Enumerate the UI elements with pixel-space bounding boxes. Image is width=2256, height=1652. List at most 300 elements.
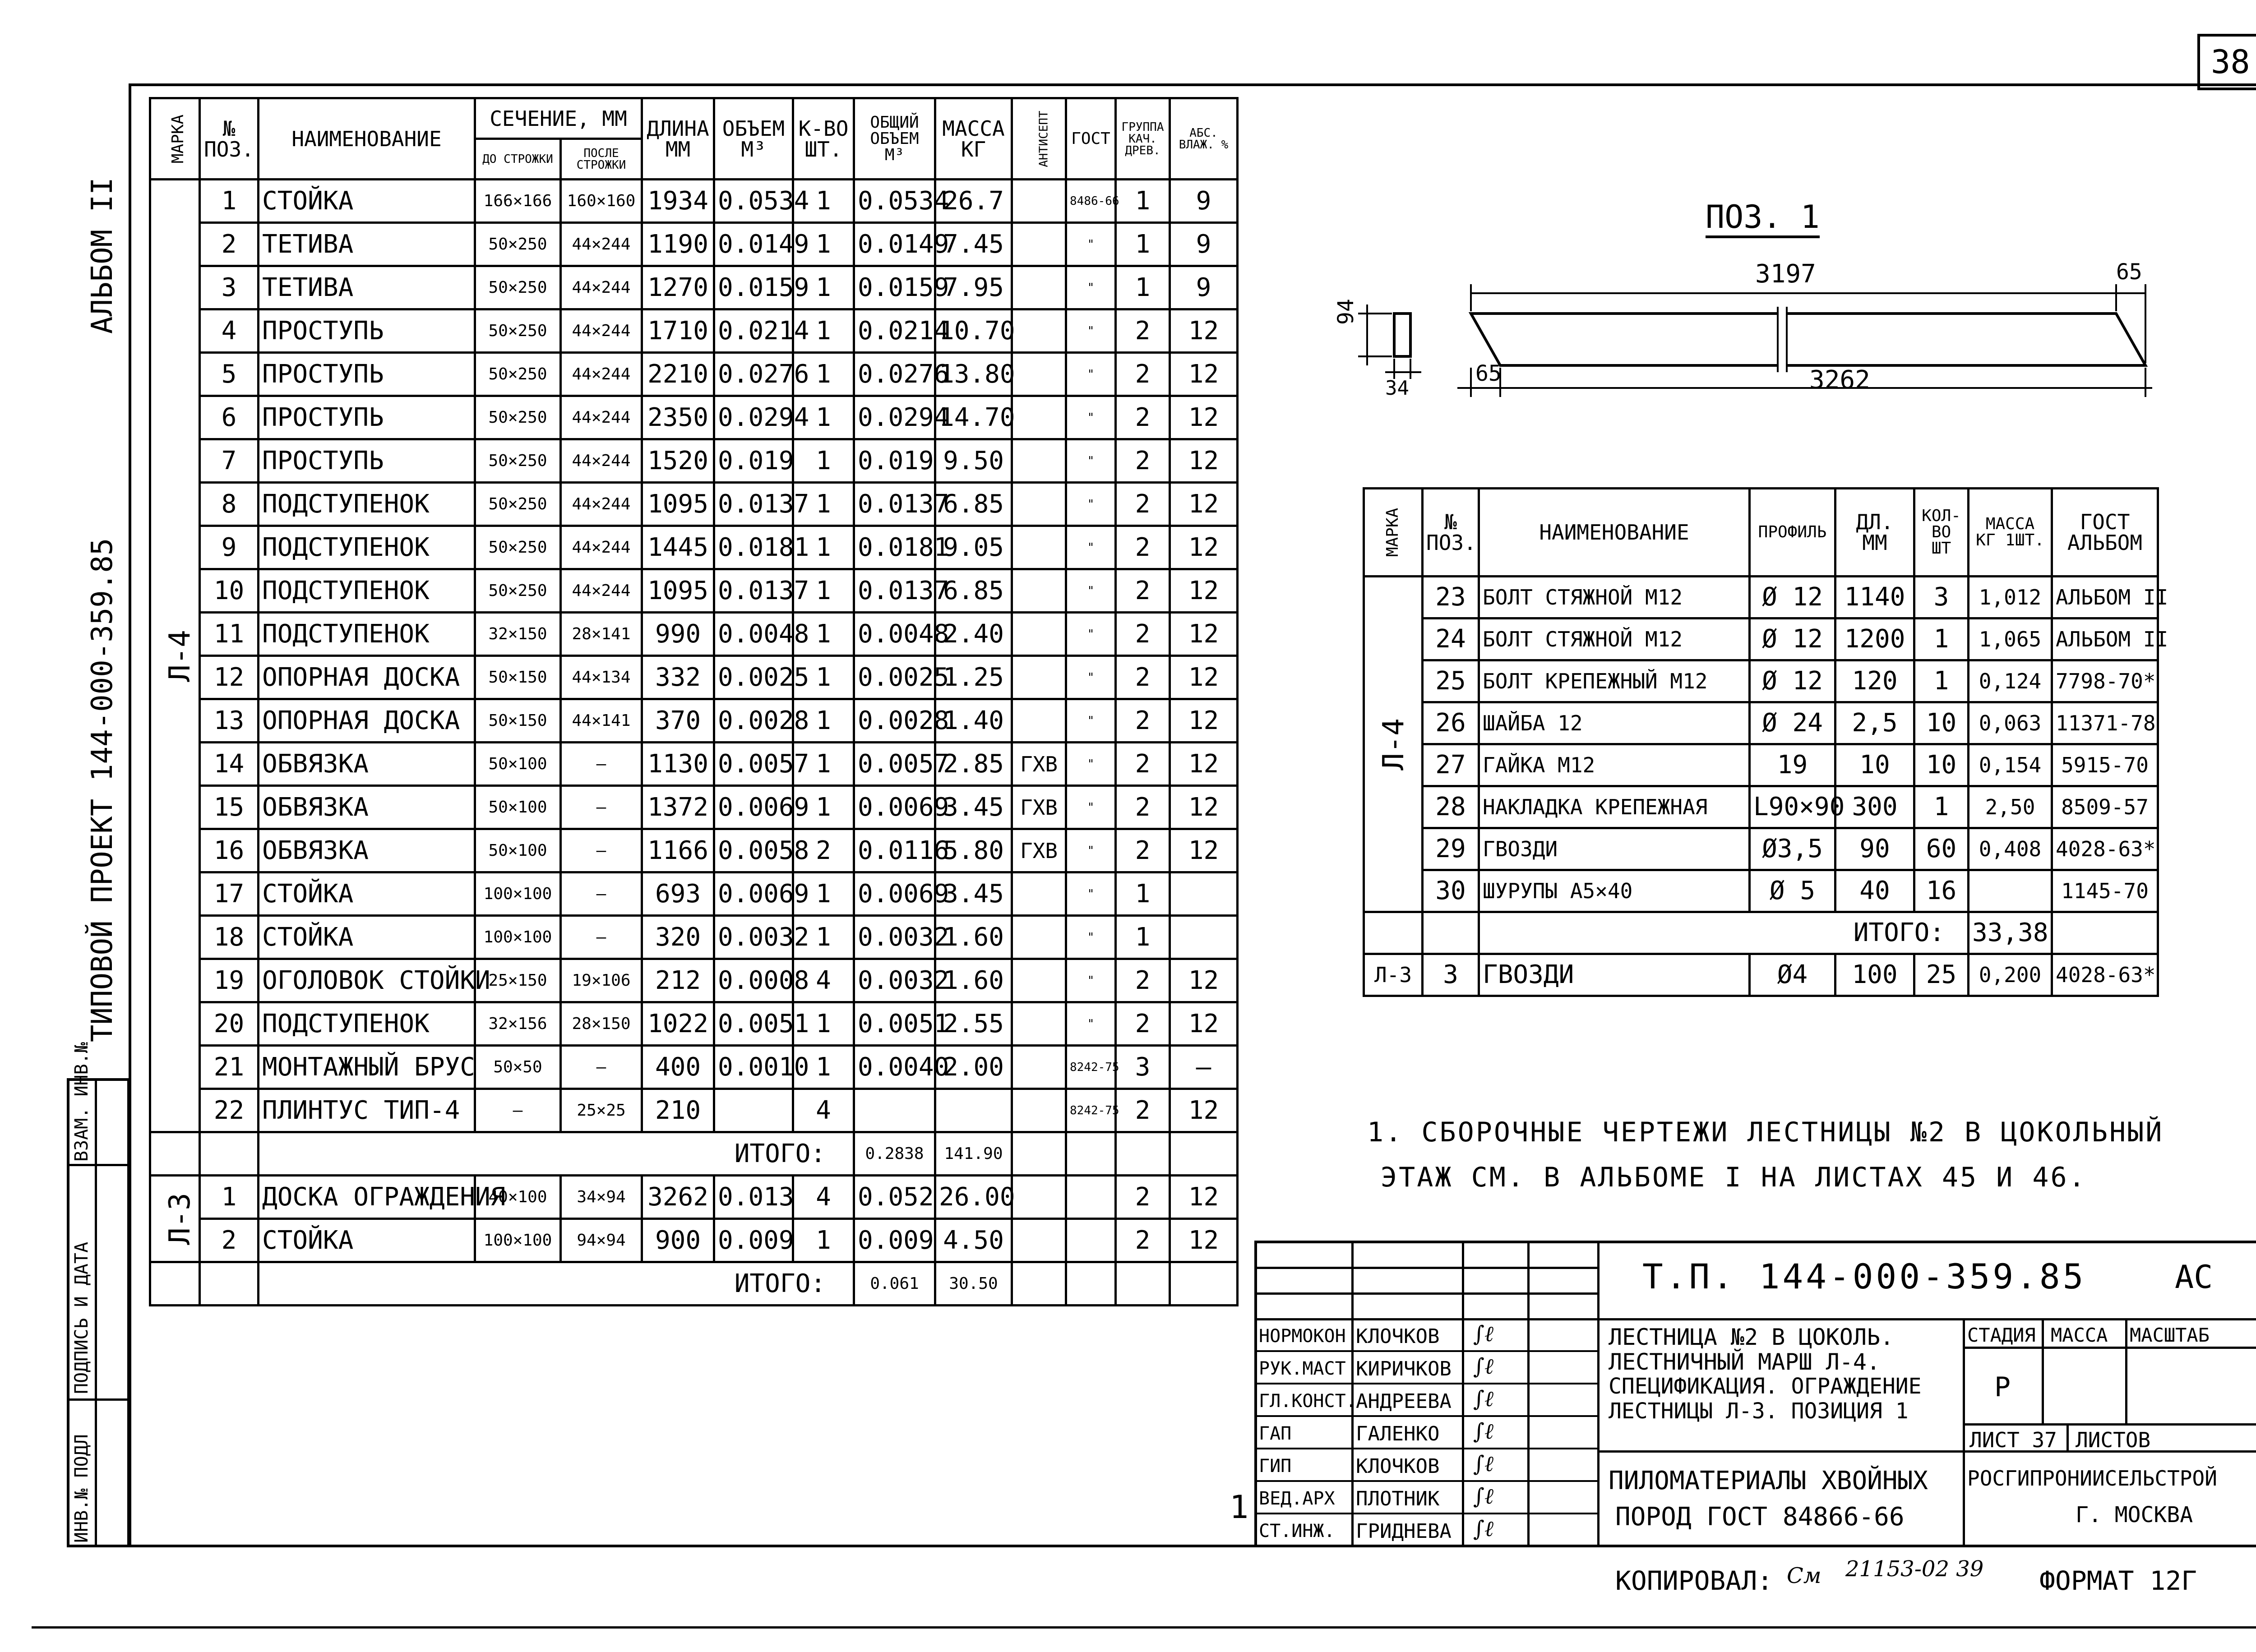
cell-grp: 2 — [1116, 483, 1170, 526]
cell-anti: ГХВ — [1012, 829, 1066, 872]
tb-vline-8 — [2066, 1423, 2069, 1451]
cell-moist — [1170, 916, 1238, 959]
cell-anti — [1012, 353, 1066, 396]
cell-name: МОНТАЖНЫЙ БРУС — [259, 1046, 475, 1089]
rt-cell-pos: 28 — [1423, 786, 1479, 828]
rt-cell-len: 1200 — [1835, 618, 1914, 660]
subtotal2-total-volume: 0.061 — [854, 1262, 935, 1306]
rt-row-mass: 0,200 — [1969, 954, 2052, 996]
cell-grp: 2 — [1116, 699, 1170, 743]
cell-pos: 17 — [200, 872, 259, 916]
cell-mass: 26.00 — [935, 1176, 1012, 1219]
cell-qty: 1 — [793, 1046, 854, 1089]
cell-before: 50×100 — [475, 743, 561, 786]
rt-marka-cell: Л-4 — [1364, 577, 1423, 912]
table-row — [1364, 870, 2158, 912]
cell-moist: 12 — [1170, 959, 1238, 1002]
cell-qty: 1 — [793, 439, 854, 483]
cell-len: 1372 — [642, 786, 714, 829]
hdr-total-volume: ОБЩИЙ ОБЪЕМ М³ — [854, 98, 935, 180]
cell-pos: 12 — [200, 656, 259, 699]
cell-grp: 2 — [1116, 396, 1170, 439]
footer-copied: КОПИРОВАЛ: — [1615, 1565, 1773, 1596]
cell-qty: 1 — [793, 309, 854, 353]
cell-len: 693 — [642, 872, 714, 916]
cell-pos: 22 — [200, 1089, 259, 1132]
cell-grp: 1 — [1116, 180, 1170, 223]
cell-vol: 0.0137 — [714, 483, 793, 526]
cell-after: 44×244 — [561, 483, 642, 526]
cell-vol: 0.0008 — [714, 959, 793, 1002]
cell-gost: " — [1066, 872, 1116, 916]
cell-qty: 1 — [793, 743, 854, 786]
cell-qty: 1 — [793, 526, 854, 569]
cell-moist: 12 — [1170, 569, 1238, 613]
hdr-name: НАИМЕНОВАНИЕ — [259, 98, 475, 180]
cell-tvol: 0.0181 — [854, 526, 935, 569]
rt-cell-len: 10 — [1835, 744, 1914, 786]
subtotal2-label: ИТОГО: — [259, 1262, 854, 1306]
signature: ∫ℓ — [1473, 1386, 1493, 1412]
table-row — [150, 829, 1238, 872]
cell-after: 44×244 — [561, 309, 642, 353]
cell-len: 332 — [642, 656, 714, 699]
rt-cell-qty: 10 — [1914, 744, 1969, 786]
rt-cell-pos: 25 — [1423, 660, 1479, 702]
cell-len: 1022 — [642, 1002, 714, 1046]
cell-moist: 12 — [1170, 1176, 1238, 1219]
cell-gost: " — [1066, 829, 1116, 872]
cell-mass: 5.80 — [935, 829, 1012, 872]
table-row — [150, 569, 1238, 613]
tb-role-divider — [1254, 1545, 1597, 1547]
board-drawing — [1308, 253, 2166, 424]
tb-person: КЛОЧКОВ — [1356, 1455, 1440, 1478]
cell-grp: 2 — [1116, 829, 1170, 872]
cell-anti — [1012, 526, 1066, 569]
tb-stage: Р — [1994, 1371, 2011, 1403]
cell-grp: 3 — [1116, 1046, 1170, 1089]
rt-cell-profile: 19 — [1750, 744, 1835, 786]
cell-pos: 3 — [200, 266, 259, 309]
cell-gost: " — [1066, 223, 1116, 266]
table-row — [150, 180, 1238, 223]
cell-qty: 1 — [793, 1219, 854, 1262]
cell-after: 160×160 — [561, 180, 642, 223]
footer-format: ФОРМАТ 12Г — [2039, 1565, 2197, 1596]
cell-moist: 12 — [1170, 526, 1238, 569]
dim-bottom-left: 65 — [1475, 361, 1502, 386]
cell-vol: 0.0057 — [714, 743, 793, 786]
cell-qty: 1 — [793, 699, 854, 743]
margin-stamp-divider — [95, 1078, 97, 1547]
cell-after: — — [561, 829, 642, 872]
cell-name: ПОДСТУПЕНОК — [259, 1002, 475, 1046]
rt-cell-gost: 8509-57 — [2052, 786, 2158, 828]
cell-qty: 1 — [793, 266, 854, 309]
cell-gost: 8242-75 — [1066, 1089, 1116, 1132]
cell-tvol: 0.019 — [854, 439, 935, 483]
hdr-group: ГРУППА КАЧ. ДРЕВ. — [1116, 98, 1170, 180]
cell-qty: 1 — [793, 353, 854, 396]
cell-moist: 12 — [1170, 483, 1238, 526]
cell-after: 25×25 — [561, 1089, 642, 1132]
rt-cell-len: 1140 — [1835, 577, 1914, 618]
cell-gost: " — [1066, 656, 1116, 699]
cell-after: 28×150 — [561, 1002, 642, 1046]
table-row — [150, 786, 1238, 829]
cell-anti — [1012, 180, 1066, 223]
cell-mass: 13.80 — [935, 353, 1012, 396]
cell-tvol: 0.0294 — [854, 396, 935, 439]
footer-order: 21153-02 39 — [1845, 1556, 1984, 1582]
cell-name: ОБВЯЗКА — [259, 786, 475, 829]
cell-mass: 10.70 — [935, 309, 1012, 353]
table-row — [150, 353, 1238, 396]
table-row — [1364, 702, 2158, 744]
cell-qty: 1 — [793, 180, 854, 223]
cell-vol: 0.0159 — [714, 266, 793, 309]
table-row — [150, 1176, 1238, 1219]
tb-sheets: ЛИСТОВ — [2076, 1428, 2151, 1452]
rt-hdr-pos: № ПОЗ. — [1423, 489, 1479, 577]
cell-gost — [1066, 1219, 1116, 1262]
rt-cell-mass — [1969, 870, 2052, 912]
cell-gost: " — [1066, 483, 1116, 526]
margin-mark: 1 — [1230, 1489, 1249, 1526]
cell-pos: 2 — [200, 223, 259, 266]
hardware-table — [1363, 487, 2168, 997]
cell-mass: 3.45 — [935, 786, 1012, 829]
cell-moist: 12 — [1170, 613, 1238, 656]
subtotal1-blank — [1066, 1132, 1116, 1176]
cell-grp: 2 — [1116, 656, 1170, 699]
table-row — [1364, 786, 2158, 828]
cell-grp: 2 — [1116, 613, 1170, 656]
cell-len: 2350 — [642, 396, 714, 439]
cell-len: 1095 — [642, 569, 714, 613]
signature: ∫ℓ — [1473, 1484, 1493, 1509]
cell-anti — [1012, 396, 1066, 439]
cell-len: 400 — [642, 1046, 714, 1089]
cell-moist: 12 — [1170, 309, 1238, 353]
cell-gost: " — [1066, 699, 1116, 743]
cell-vol — [714, 1089, 793, 1132]
cell-moist: 12 — [1170, 656, 1238, 699]
cell-name: ПОДСТУПЕНОК — [259, 526, 475, 569]
cell-after: — — [561, 916, 642, 959]
tb-person: КИРИЧКОВ — [1356, 1357, 1452, 1380]
subtotal2-blank — [1116, 1262, 1170, 1306]
rt-total-blank — [1364, 912, 1423, 954]
cell-vol: 0.0048 — [714, 613, 793, 656]
tb-desc-3: СПЕЦИФИКАЦИЯ. ОГРАЖДЕНИЕ — [1609, 1374, 1922, 1399]
rt-cell-qty: 1 — [1914, 618, 1969, 660]
cell-grp: 2 — [1116, 439, 1170, 483]
dim-top-right: 65 — [2116, 259, 2142, 285]
tb-person: КЛОЧКОВ — [1356, 1325, 1440, 1348]
table-row — [150, 699, 1238, 743]
tb-desc-1: ЛЕСТНИЦА №2 В ЦОКОЛЬ. — [1609, 1324, 1894, 1350]
cell-name: ПОДСТУПЕНОК — [259, 483, 475, 526]
cell-qty: 1 — [793, 483, 854, 526]
subtotal2-blank — [1170, 1262, 1238, 1306]
cell-qty: 1 — [793, 613, 854, 656]
tb-hline-2 — [1254, 1292, 1597, 1295]
cell-anti — [1012, 613, 1066, 656]
inv-label: ИНВ.№ ПОДЛ — [71, 1434, 92, 1543]
hdr-mass: МАССА КГ — [935, 98, 1012, 180]
tb-role: ГИП — [1259, 1456, 1292, 1477]
cell-vol: 0.0137 — [714, 569, 793, 613]
cell-tvol: 0.052 — [854, 1176, 935, 1219]
hdr-marka: МАРКА — [150, 98, 200, 180]
rt-cell-name: БОЛТ КРЕПЕЖНЫЙ М12 — [1479, 660, 1750, 702]
rt-row-len: 100 — [1835, 954, 1914, 996]
cell-grp: 2 — [1116, 353, 1170, 396]
cell-pos: 18 — [200, 916, 259, 959]
hdr-gost: ГОСТ — [1066, 98, 1116, 180]
rt-cell-gost: 4028-63* — [2052, 828, 2158, 870]
cell-anti — [1012, 872, 1066, 916]
cell-vol: 0.0028 — [714, 699, 793, 743]
subtotal1-blank — [150, 1132, 200, 1176]
tb-vline-4 — [1597, 1241, 1600, 1547]
cell-gost: " — [1066, 396, 1116, 439]
cell-moist: 9 — [1170, 266, 1238, 309]
cell-before: 40×100 — [475, 1176, 561, 1219]
cell-tvol — [854, 1089, 935, 1132]
rt-cell-qty: 1 — [1914, 660, 1969, 702]
cell-vol: 0.0294 — [714, 396, 793, 439]
subtotal1-blank — [1116, 1132, 1170, 1176]
hdr-section: СЕЧЕНИЕ, ММ — [475, 98, 642, 139]
cell-before: 50×250 — [475, 439, 561, 483]
cell-qty: 1 — [793, 916, 854, 959]
drawing-title: ПОЗ. 1 — [1706, 198, 1820, 238]
rt-cell-profile: Ø 12 — [1750, 577, 1835, 618]
cell-grp: 2 — [1116, 526, 1170, 569]
cell-len: 320 — [642, 916, 714, 959]
cell-mass: 6.85 — [935, 483, 1012, 526]
section-rect — [1394, 314, 1410, 356]
cell-anti — [1012, 656, 1066, 699]
cell-tvol: 0.0534 — [854, 180, 935, 223]
subtotal1-blank — [200, 1132, 259, 1176]
cell-tvol: 0.0032 — [854, 916, 935, 959]
cell-after: 44×244 — [561, 353, 642, 396]
cell-before: 32×150 — [475, 613, 561, 656]
hdr-section-before: ДО СТРОЖКИ — [475, 139, 561, 180]
rt-cell-name: БОЛТ СТЯЖНОЙ М12 — [1479, 577, 1750, 618]
subtotal1-blank — [1170, 1132, 1238, 1176]
table-row — [150, 959, 1238, 1002]
cell-len: 1095 — [642, 483, 714, 526]
subtotal1-total-volume: 0.2838 — [854, 1132, 935, 1176]
table-row — [1364, 618, 2158, 660]
cell-qty: 1 — [793, 872, 854, 916]
cell-name: СТОЙКА — [259, 916, 475, 959]
cell-after: 94×94 — [561, 1219, 642, 1262]
subtotal1-blank — [1012, 1132, 1066, 1176]
cell-name: ПЛИНТУС ТИП-4 — [259, 1089, 475, 1132]
cell-moist: 12 — [1170, 786, 1238, 829]
cell-grp: 2 — [1116, 309, 1170, 353]
cell-len: 210 — [642, 1089, 714, 1132]
cell-pos: 5 — [200, 353, 259, 396]
tb-person: АНДРЕЕВА — [1356, 1390, 1452, 1413]
table-row — [150, 916, 1238, 959]
cell-name: ОБВЯЗКА — [259, 829, 475, 872]
cell-tvol: 0.0028 — [854, 699, 935, 743]
cell-after: 19×106 — [561, 959, 642, 1002]
cell-grp: 1 — [1116, 223, 1170, 266]
tb-vline-3 — [1527, 1241, 1530, 1547]
cell-before: 50×150 — [475, 699, 561, 743]
hdr-length: ДЛИНА ММ — [642, 98, 714, 180]
rt-total-blank — [2052, 912, 2158, 954]
cell-vol: 0.0069 — [714, 786, 793, 829]
cell-tvol: 0.0214 — [854, 309, 935, 353]
rt-cell-name: ШАЙБА 12 — [1479, 702, 1750, 744]
table-row — [150, 1002, 1238, 1046]
cell-moist: 12 — [1170, 439, 1238, 483]
tb-stage-label: СТАДИЯ — [1967, 1324, 2036, 1346]
cell-grp: 2 — [1116, 786, 1170, 829]
cell-mass: 9.50 — [935, 439, 1012, 483]
tb-vline-5 — [1963, 1318, 1965, 1547]
cell-grp: 1 — [1116, 872, 1170, 916]
cell-len: 1710 — [642, 309, 714, 353]
cell-len: 1445 — [642, 526, 714, 569]
cell-tvol: 0.0032 — [854, 959, 935, 1002]
sign-label: ПОДПИСЬ И ДАТА — [71, 1241, 92, 1394]
cell-vol: 0.0051 — [714, 1002, 793, 1046]
cell-pos: 1 — [200, 1176, 259, 1219]
cell-pos: 13 — [200, 699, 259, 743]
cell-before: — — [475, 1089, 561, 1132]
cell-mass: 2.00 — [935, 1046, 1012, 1089]
cell-anti — [1012, 916, 1066, 959]
cell-vol: 0.0058 — [714, 829, 793, 872]
cell-tvol: 0.0069 — [854, 786, 935, 829]
cell-mass: 1.60 — [935, 916, 1012, 959]
sheet-number: 38 — [2211, 43, 2250, 81]
cell-name: ПРОСТУПЬ — [259, 439, 475, 483]
tb-role: ГЛ.КОНСТ. — [1259, 1391, 1357, 1412]
cell-qty: 1 — [793, 786, 854, 829]
cell-vol: 0.0534 — [714, 180, 793, 223]
rt-cell-gost: 11371-78 — [2052, 702, 2158, 744]
table-row — [150, 223, 1238, 266]
cell-name: ПРОСТУПЬ — [259, 396, 475, 439]
cell-moist: 12 — [1170, 1089, 1238, 1132]
tb-suffix: АС — [2175, 1259, 2213, 1296]
cell-before: 50×250 — [475, 309, 561, 353]
tb-org-2: Г. МОСКВА — [2076, 1502, 2193, 1527]
cell-mass: 7.95 — [935, 266, 1012, 309]
cell-name: ДОСКА ОГРАЖДЕНИЯ — [259, 1176, 475, 1219]
cell-mass: 1.40 — [935, 699, 1012, 743]
cell-mass: 2.40 — [935, 613, 1012, 656]
cell-before: 50×250 — [475, 396, 561, 439]
cell-vol: 0.009 — [714, 1219, 793, 1262]
cell-after: 44×244 — [561, 526, 642, 569]
marka-cell: Л-3 — [150, 1176, 200, 1262]
cell-name: ТЕТИВА — [259, 266, 475, 309]
cell-before: 25×150 — [475, 959, 561, 1002]
cell-before: 100×100 — [475, 1219, 561, 1262]
dim-top: 3197 — [1755, 259, 1816, 289]
tb-role: НОРМОКОН — [1259, 1326, 1346, 1347]
cell-pos: 4 — [200, 309, 259, 353]
cell-gost: 8242-75 — [1066, 1046, 1116, 1089]
cell-pos: 1 — [200, 180, 259, 223]
cell-anti — [1012, 959, 1066, 1002]
tb-role: СТ.ИНЖ. — [1259, 1521, 1335, 1541]
cell-grp: 1 — [1116, 916, 1170, 959]
rt-cell-mass: 0,154 — [1969, 744, 2052, 786]
rt-hdr-marka: МАРКА — [1364, 489, 1423, 577]
tb-code: Т.П. 144-000-359.85 — [1642, 1256, 2086, 1297]
cell-anti: ГХВ — [1012, 743, 1066, 786]
cell-gost: " — [1066, 439, 1116, 483]
cell-gost: 8486-66 — [1066, 180, 1116, 223]
cell-mass: 7.45 — [935, 223, 1012, 266]
cell-pos: 16 — [200, 829, 259, 872]
table-row — [150, 872, 1238, 916]
tb-mass-label: МАССА — [2051, 1324, 2108, 1346]
signature: ∫ℓ — [1473, 1516, 1493, 1541]
cell-gost — [1066, 1176, 1116, 1219]
cell-len: 1934 — [642, 180, 714, 223]
table-row — [150, 396, 1238, 439]
cell-mass: 1.60 — [935, 959, 1012, 1002]
cell-before: 100×100 — [475, 916, 561, 959]
cell-name: ОГОЛОВОК СТОЙКИ — [259, 959, 475, 1002]
cell-vol: 0.013 — [714, 1176, 793, 1219]
rt-hdr-len: ДЛ. ММ — [1835, 489, 1914, 577]
cell-gost: " — [1066, 353, 1116, 396]
cell-pos: 20 — [200, 1002, 259, 1046]
cell-pos: 14 — [200, 743, 259, 786]
cell-qty: 1 — [793, 569, 854, 613]
cell-vol: 0.0010 — [714, 1046, 793, 1089]
cell-before: 100×100 — [475, 872, 561, 916]
cell-after: 44×141 — [561, 699, 642, 743]
cell-before: 166×166 — [475, 180, 561, 223]
cell-mass: 14.70 — [935, 396, 1012, 439]
cell-after: 28×141 — [561, 613, 642, 656]
cell-anti — [1012, 1002, 1066, 1046]
tb-material-2: ПОРОД ГОСТ 84866-66 — [1615, 1502, 1905, 1532]
cell-pos: 10 — [200, 569, 259, 613]
signature: ∫ℓ — [1473, 1451, 1493, 1477]
cell-before: 50×250 — [475, 223, 561, 266]
rt-cell-len: 40 — [1835, 870, 1914, 912]
subtotal1-label: ИТОГО: — [259, 1132, 854, 1176]
cell-gost: " — [1066, 526, 1116, 569]
cell-gost: " — [1066, 613, 1116, 656]
rt-cell-name: ГАЙКА М12 — [1479, 744, 1750, 786]
cell-gost: " — [1066, 743, 1116, 786]
cell-before: 50×100 — [475, 829, 561, 872]
cell-gost: " — [1066, 569, 1116, 613]
cell-len: 3262 — [642, 1176, 714, 1219]
rt-row-name: ГВОЗДИ — [1479, 954, 1750, 996]
table-row — [150, 1219, 1238, 1262]
bottom-trim-line — [32, 1626, 2256, 1629]
